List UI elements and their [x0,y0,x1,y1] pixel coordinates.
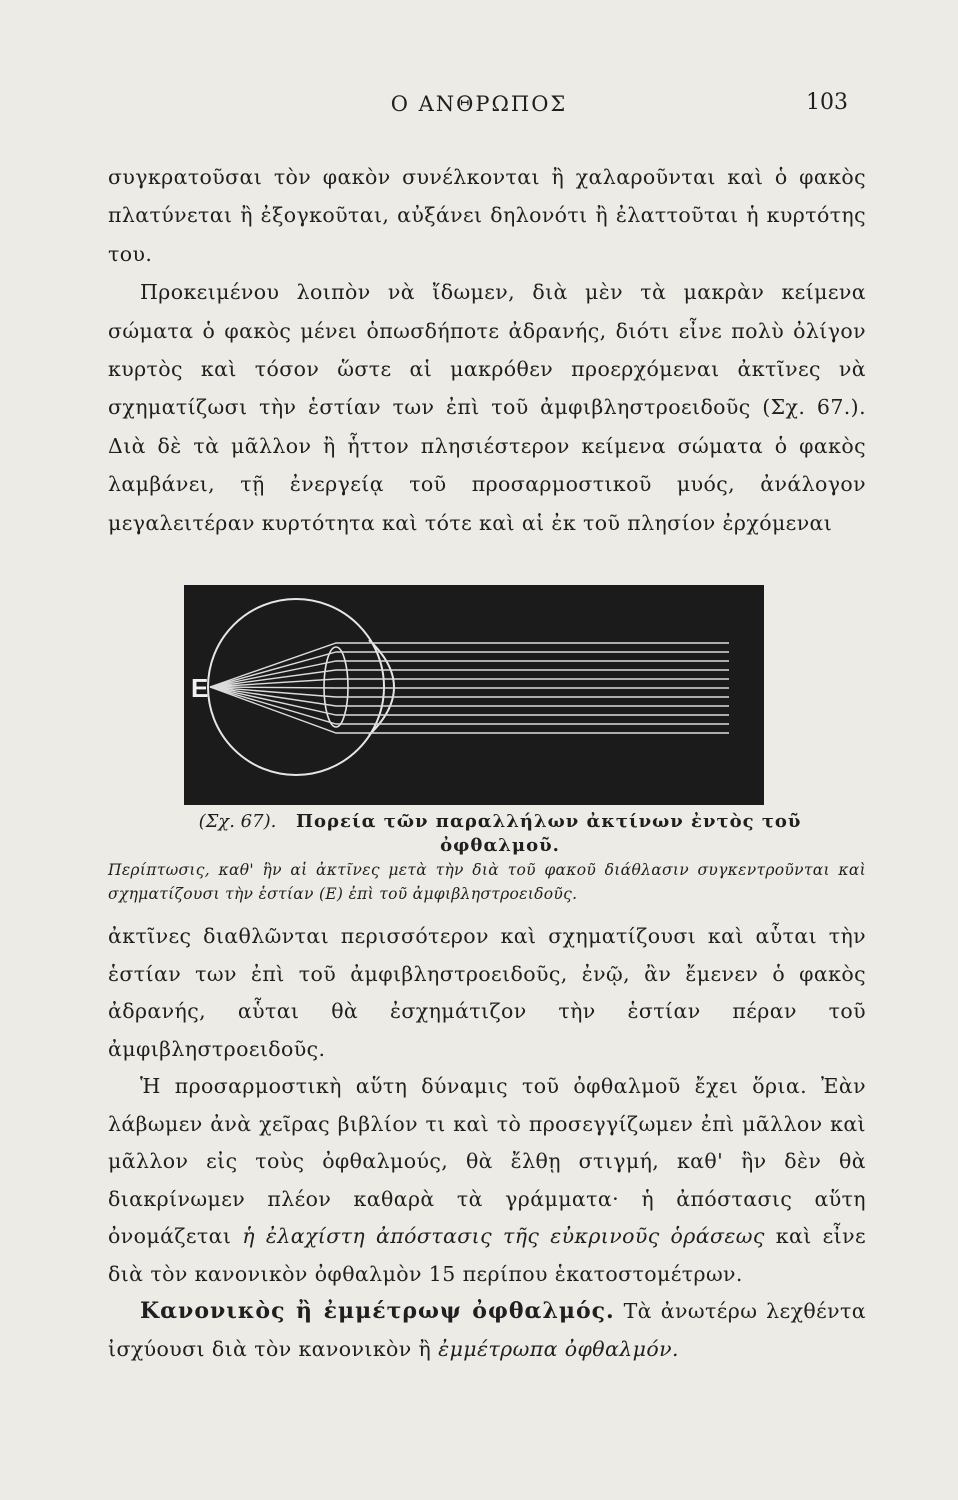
paragraph-text: καὶ εἶνε διὰ τὸν κανονικὸν ὀφθαλμὸν 15 περίπου ἑκατοστομέτρων. [108,1224,866,1286]
eye-ray-diagram [184,585,764,805]
figure-caption-title [170,810,830,858]
paragraph: ἀκτῖνες διαθλῶνται περισσότερον καὶ σχηματίζουσι καὶ αὗται τὴν ἑστίαν των ἐπὶ τοῦ ἀμφιβληστροειδοῦς, ἐνῷ, ἂν ἔμενεν ὁ φακὸς ἀδρανής, αὗται θὰ ἐσχημάτιζον τὴν ἑστίαν πέραν τοῦ ἀμφιβληστροειδοῦς. [108,924,866,1061]
paragraph [108,1293,866,1368]
page-number: 103 [806,90,848,115]
running-title: Ο ΑΝΘΡΩΠΟΣ [390,92,568,116]
paragraph: συγκρατοῦσαι τὸν φακὸν συνέλκονται ἢ χαλαροῦνται καὶ ὁ φακὸς πλατύνεται ἢ ἐξογκοῦται, αὐξάνει δηλονότι ἢ ἐλαττοῦται ἡ κυρτότης του. [108,165,866,266]
eye-diagram-figure [184,585,764,805]
paragraph-text: Ἡ προσαρμοστικὴ αὕτη δύναμις τοῦ ὀφθαλμοῦ ἔχει ὅρια. Ἐὰν λάβωμεν ἀνὰ χεῖρας βιβλίον τι καὶ τὸ προσεγγίζωμεν ἐπὶ μᾶλλον καὶ μᾶλλον εἰς τοὺς ὀφθαλμούς, θὰ ἔλθῃ στιγμή, καθ' ἣν δὲν θὰ διακρίνωμεν πλέον καθαρὰ τὰ γράμματα· ἡ ἀπόστασις αὕτη ὀνομάζεται [108,1074,866,1248]
focus-label: E [191,673,209,703]
italic-term: ἐμμέτρωπα ὀφθαλμόν. [438,1336,679,1361]
top-text-block [108,158,866,542]
bottom-text-block [108,918,866,1368]
figure-number: (Σχ. 67). [198,811,277,832]
italic-term: ἡ ἐλαχίστη ἀπόστασις τῆς εὐκρινοῦς ὁράσεως [242,1224,765,1248]
paragraph [108,1068,866,1293]
running-head [110,86,848,122]
paragraph-text: Τὰ ἀνωτέρω λεχθέντα ἰσχύουσι διὰ τὸν κανονικὸν ἢ [108,1299,867,1361]
figure-title: Πορεία τῶν παραλλήλων ἀκτίνων ἐντὸς τοῦ ὀφθαλμοῦ. [296,811,802,856]
paragraph: Προκειμένου λοιπὸν νὰ ἴδωμεν, διὰ μὲν τὰ μακρὰν κείμενα σώματα ὁ φακὸς μένει ὁπωσδήποτε ἀδρανής, διότι εἶνε πολὺ ὀλίγον κυρτὸς καὶ τόσον ὥστε αἱ μακρόθεν προερχόμεναι ἀκτῖνες νὰ σχηματίζωσι τὴν ἑστίαν των ἐπὶ τοῦ ἀμφιβληστροειδοῦς (Σχ. 67.). Διὰ δὲ τὰ μᾶλλον ἢ ἧττον πλησιέστερον κείμενα σώματα ὁ φακὸς λαμβάνει, τῇ ἐνεργείᾳ τοῦ προσαρμοστικοῦ μυός, ἀνάλογον μεγαλειτέραν κυρτότητα καὶ τότε καὶ αἱ ἐκ τοῦ πλησίον ἐρχόμεναι [108,280,866,535]
section-heading: Κανονικὸς ἢ ἐμμέτρωψ ὀφθαλμός. [140,1298,615,1324]
figure-caption-text: Περίπτωσις, καθ' ἣν αἱ ἀκτῖνες μετὰ τὴν διὰ τοῦ φακοῦ διάθλασιν συγκεντροῦνται καὶ σχηματίζουσι τὴν ἑστίαν (Ε) ἐπὶ τοῦ ἀμφιβληστροειδοῦς. [108,861,866,903]
